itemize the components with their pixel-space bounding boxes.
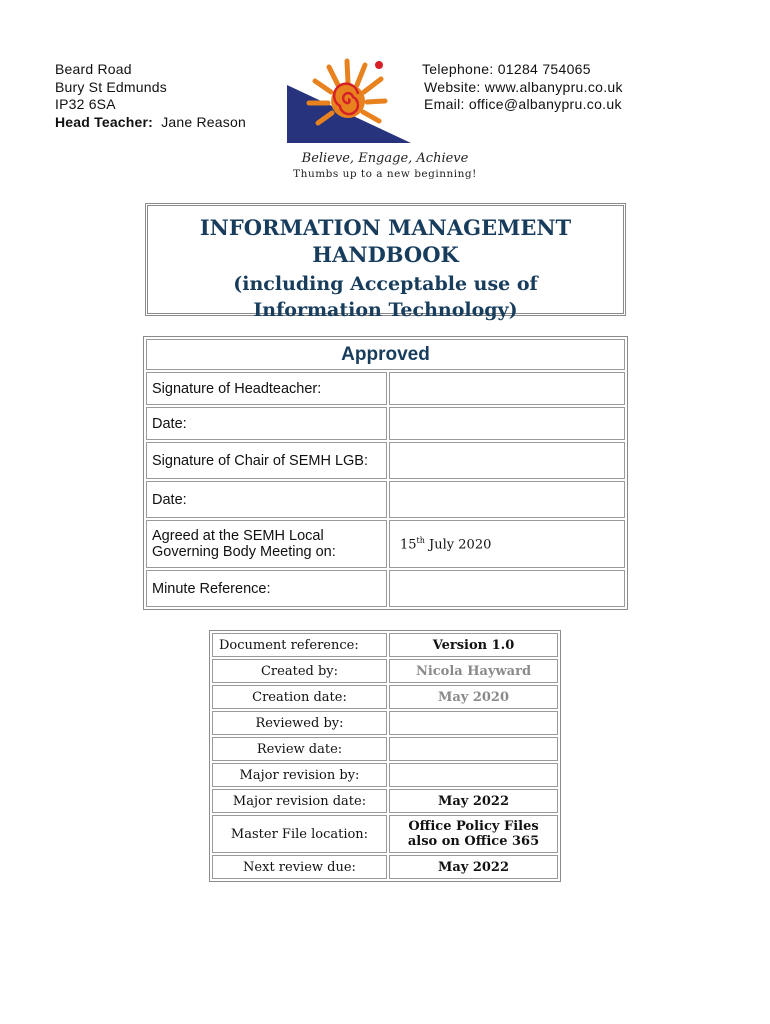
school-contact (422, 61, 623, 114)
doc-creation-date-value: May 2020 (389, 685, 558, 709)
subtitle-line: (including Acceptable use of (233, 273, 538, 295)
doc-next-review-value: May 2022 (389, 855, 558, 879)
doc-reviewed-by-field[interactable] (389, 711, 558, 735)
doc-info-label: Major revision by: (212, 763, 387, 787)
telephone: Telephone: 01284 754065 (422, 61, 591, 77)
document-info-table (209, 630, 561, 882)
website-link[interactable]: Website: www.albanypru.co.uk (424, 78, 623, 95)
headteacher-date-field[interactable] (389, 407, 625, 440)
meeting-day: 15 (400, 537, 417, 553)
doc-info-label: Creation date: (212, 685, 387, 709)
approval-label: Signature of Chair of SEMH LGB: (146, 442, 387, 479)
minute-reference-field[interactable] (389, 570, 625, 607)
approval-label-line: Governing Body Meeting on: (152, 544, 336, 560)
head-teacher (55, 114, 246, 132)
school-motto: Believe, Engage, Achieve (301, 151, 469, 166)
doc-info-label: Master File location: (212, 815, 387, 853)
doc-location-line: also on Office 365 (407, 834, 540, 849)
approval-label: Minute Reference: (146, 570, 387, 607)
doc-created-by-value: Nicola Hayward (389, 659, 558, 683)
doc-info-label: Document reference: (212, 633, 387, 657)
school-address (55, 61, 246, 131)
approval-label: Date: (146, 481, 387, 518)
approval-label (146, 520, 387, 568)
doc-major-revision-date-value: May 2022 (389, 789, 558, 813)
meeting-date-value (389, 520, 625, 568)
approval-table (143, 336, 628, 610)
doc-info-label: Next review due: (212, 855, 387, 879)
approval-label: Date: (146, 407, 387, 440)
title-line: HANDBOOK (312, 242, 459, 267)
doc-major-revision-by-field[interactable] (389, 763, 558, 787)
doc-master-file-location-value (389, 815, 558, 853)
school-tagline: Thumbs up to a new beginning! (293, 168, 477, 180)
meeting-day-suffix: th (416, 535, 425, 545)
address-line: Beard Road (55, 61, 132, 77)
doc-version-value: Version 1.0 (389, 633, 558, 657)
doc-location-line: Office Policy Files (408, 819, 539, 834)
head-teacher-label: Head Teacher: (55, 113, 154, 130)
address-line: Bury St Edmunds (55, 78, 167, 95)
headteacher-signature-field[interactable] (389, 372, 625, 405)
head-teacher-name: Jane Reason (161, 113, 246, 130)
doc-review-date-field[interactable] (389, 737, 558, 761)
school-logo (285, 57, 413, 145)
approval-heading: Approved (146, 339, 625, 370)
approval-label-line: Agreed at the SEMH Local (152, 528, 324, 544)
subtitle-line: Information Technology) (253, 299, 518, 321)
email-link[interactable]: Email: office@albanypru.co.uk (424, 96, 622, 112)
title-line: INFORMATION MANAGEMENT (199, 215, 572, 240)
address-line: IP32 6SA (55, 96, 116, 112)
doc-info-label: Created by: (212, 659, 387, 683)
document-title-box (145, 203, 626, 321)
doc-info-label: Major revision date: (212, 789, 387, 813)
approval-label: Signature of Headteacher: (146, 372, 387, 405)
chair-signature-field[interactable] (389, 442, 625, 479)
meeting-month-year: July 2020 (424, 537, 492, 553)
doc-info-label: Reviewed by: (212, 711, 387, 735)
chair-date-field[interactable] (389, 481, 625, 518)
doc-info-label: Review date: (212, 737, 387, 761)
